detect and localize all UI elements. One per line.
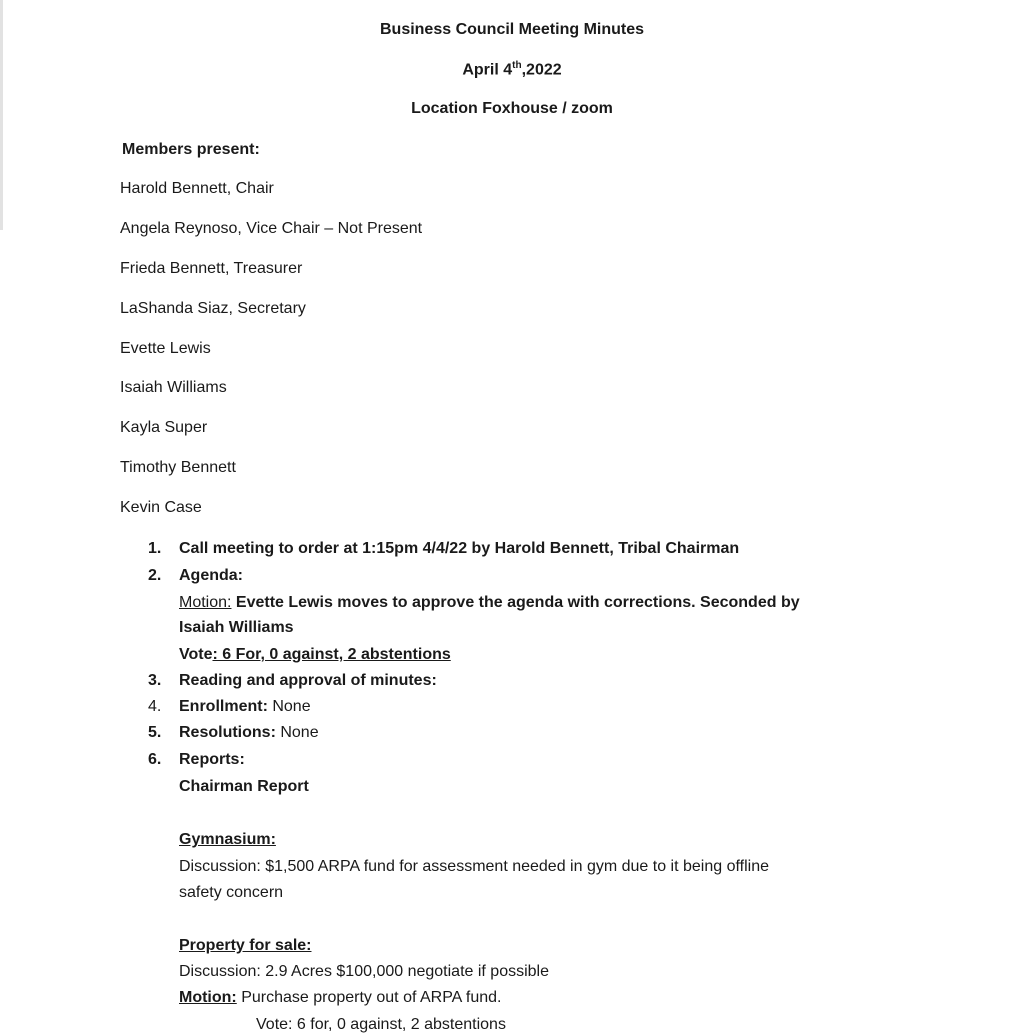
date-suffix: th [512, 60, 522, 71]
agenda-motion-second: Isaiah Williams [179, 619, 294, 636]
motion-label: Motion: [179, 989, 237, 1006]
date-day: April 4 [462, 61, 513, 79]
agenda-item-minutes [148, 672, 437, 690]
property-motion [179, 989, 502, 1007]
document-title: Business Council Meeting Minutes [379, 21, 645, 38]
member-item: Angela Reynoso, Vice Chair – Not Present [120, 220, 423, 237]
motion-text: Evette Lewis moves to approve the agenda with corrections. Seconded by [231, 594, 800, 611]
property-discussion: Discussion: 2.9 Acres $100,000 negotiate if possible [179, 963, 550, 980]
vote-label: Vote [179, 646, 213, 663]
item-label: Enrollment: [179, 698, 268, 715]
member-item: Kevin Case [120, 499, 202, 516]
item-label: Resolutions: [179, 724, 276, 741]
agenda-item-enrollment [148, 698, 311, 716]
vote-text: : 6 For, 0 against, 2 abstentions [212, 646, 451, 663]
chairman-report-heading: Chairman Report [179, 778, 309, 795]
agenda-vote [179, 646, 451, 664]
agenda-item-reports [148, 751, 245, 769]
item-number: 2. [148, 567, 162, 584]
item-label: Agenda: [179, 567, 243, 584]
property-vote: Vote: 6 for, 0 against, 2 abstentions [256, 1016, 506, 1033]
item-number: 6. [148, 751, 162, 768]
gymnasium-heading: Gymnasium: [179, 831, 276, 848]
member-item: Harold Bennett, Chair [120, 180, 274, 197]
item-number: 4. [148, 698, 162, 715]
item-value: None [275, 724, 319, 741]
member-item: Timothy Bennett [120, 459, 236, 476]
motion-label: Motion: [179, 594, 232, 611]
item-text: Call meeting to order at 1:15pm 4/4/22 by Harold Bennett, Tribal Chairman [179, 540, 740, 557]
member-item: LaShanda Siaz, Secretary [120, 300, 306, 317]
agenda-motion [179, 594, 800, 612]
meeting-date [0, 60, 1024, 79]
date-year: ,2022 [521, 61, 562, 79]
item-number: 5. [148, 724, 162, 741]
agenda-item-agenda [148, 567, 243, 585]
member-item: Evette Lewis [120, 340, 211, 357]
motion-text: Purchase property out of ARPA fund. [236, 989, 502, 1006]
property-heading: Property for sale: [179, 937, 312, 954]
item-number: 3. [148, 672, 162, 689]
item-label: Reports: [179, 751, 245, 768]
item-number: 1. [148, 540, 162, 557]
members-heading: Members present: [122, 141, 260, 158]
agenda-item-resolutions [148, 724, 319, 742]
gymnasium-discussion: Discussion: $1,500 ARPA fund for assessment needed in gym due to it being offline [179, 858, 769, 875]
agenda-item-call-to-order [148, 540, 739, 558]
member-item: Isaiah Williams [120, 379, 227, 396]
item-value: None [267, 698, 311, 715]
item-label: Reading and approval of minutes: [179, 672, 437, 689]
gymnasium-discussion-cont: safety concern [179, 884, 284, 901]
member-item: Frieda Bennett, Treasurer [120, 260, 303, 277]
member-item: Kayla Super [120, 419, 208, 436]
meeting-location: Location Foxhouse / zoom [411, 100, 613, 117]
